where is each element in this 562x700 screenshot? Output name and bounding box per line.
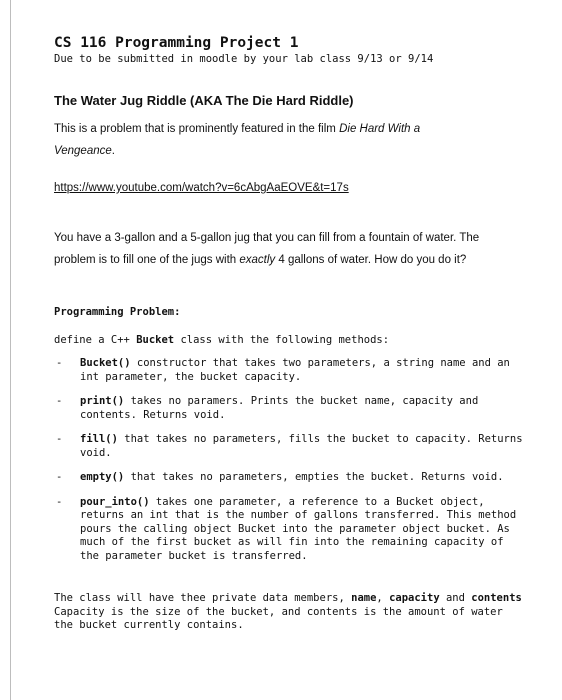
bullet-dash: - bbox=[56, 471, 63, 483]
method-signature: fill() bbox=[80, 433, 118, 445]
bullet-dash: - bbox=[56, 433, 63, 445]
method-item-constructor bbox=[54, 357, 524, 384]
method-description: that takes no parameters, fills the bucket to capacity. Returns void. bbox=[80, 433, 523, 459]
intro-paragraph bbox=[54, 118, 474, 162]
define-text-end: class with the following methods: bbox=[174, 334, 390, 346]
member-contents: contents bbox=[471, 592, 522, 604]
define-text-start: define a C++ bbox=[54, 334, 137, 346]
due-date-line: Due to be submitted in moodle by your lab class 9/13 or 9/14 bbox=[54, 53, 434, 65]
method-signature: empty() bbox=[80, 471, 125, 483]
method-description: that takes no parameters, empties the bucket. Returns void. bbox=[124, 471, 504, 483]
riddle-description bbox=[54, 227, 514, 271]
bullet-dash: - bbox=[56, 395, 63, 407]
closing-end: Capacity is the size of the bucket, and contents is the amount of water the bucket currently contains. bbox=[54, 605, 503, 631]
riddle-emphasis: exactly bbox=[239, 254, 276, 266]
programming-problem-heading: Programming Problem: bbox=[54, 306, 181, 318]
method-signature: print() bbox=[80, 395, 125, 407]
closing-sep-2: and bbox=[439, 592, 472, 604]
film-title: Die Hard With a Vengeance bbox=[54, 123, 421, 157]
class-name: Bucket bbox=[136, 334, 175, 346]
riddle-text-start: You have a 3-gallon and a 5-gallon jug that you can fill from a fountain of water. The problem is to fill one of the jugs with bbox=[54, 232, 480, 266]
class-definition-line bbox=[54, 334, 389, 346]
riddle-heading: The Water Jug Riddle (AKA The Die Hard Riddle) bbox=[54, 93, 354, 108]
method-signature: pour_into() bbox=[80, 495, 150, 508]
method-item-pour-into bbox=[54, 496, 524, 564]
member-capacity: capacity bbox=[389, 592, 440, 604]
intro-text: This is a problem that is prominently featured in the film bbox=[54, 123, 340, 135]
method-description: constructor that takes two parameters, a string name and an int parameter, the bucket capacity. bbox=[80, 357, 510, 383]
bullet-dash: - bbox=[56, 495, 63, 508]
method-list bbox=[54, 357, 524, 574]
intro-end: . bbox=[111, 145, 115, 157]
closing-start: The class will have thee private data members, bbox=[54, 592, 352, 604]
method-description: takes no paramers. Prints the bucket name, capacity and contents. Returns void. bbox=[80, 395, 479, 421]
method-item-print bbox=[54, 395, 524, 422]
method-item-fill bbox=[54, 433, 524, 460]
youtube-link[interactable]: https://www.youtube.com/watch?v=6cAbgAaEOVE&t=17s bbox=[54, 182, 349, 194]
bullet-dash: - bbox=[56, 357, 63, 369]
riddle-text-end: 4 gallons of water. How do you do it? bbox=[275, 254, 467, 266]
closing-sep-1: , bbox=[376, 592, 390, 604]
document-title: CS 116 Programming Project 1 bbox=[54, 35, 299, 51]
data-members-paragraph bbox=[54, 592, 524, 633]
page-left-edge bbox=[10, 0, 11, 700]
member-name: name bbox=[351, 592, 377, 604]
method-signature: Bucket() bbox=[80, 357, 131, 369]
method-item-empty bbox=[54, 471, 524, 485]
method-description: takes one parameter, a reference to a Bucket object, returns an int that is the number of gallons transferred. This method pours the calling object Bucket into the parameter object bucket. As much of the first bucket as will fin into the remaining capacity of the parameter bucket is transferred. bbox=[80, 495, 517, 562]
